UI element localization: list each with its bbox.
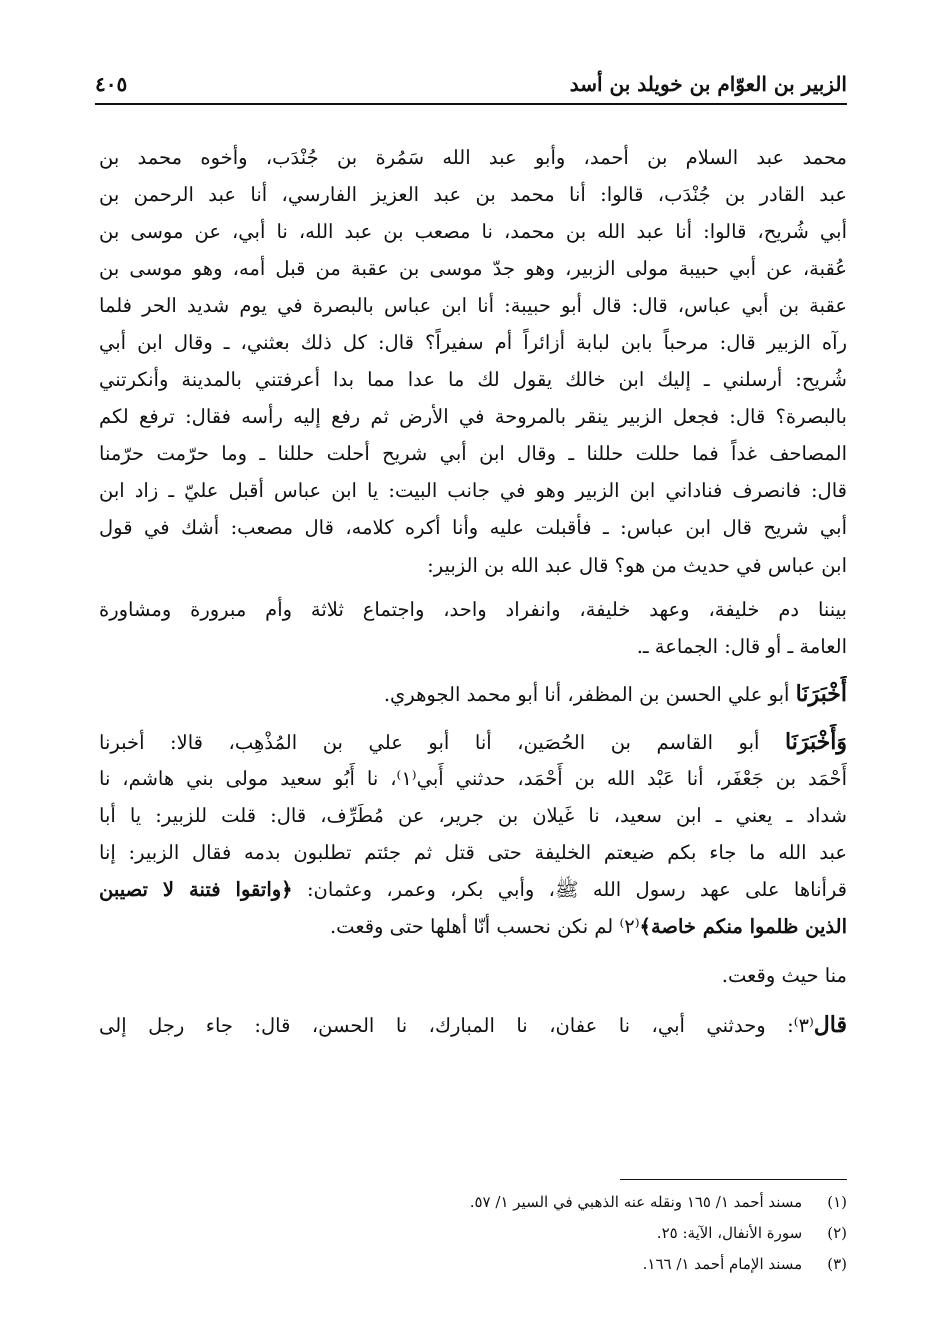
footnote-1 bbox=[470, 1190, 847, 1214]
text-line: رآه الزبير قال: مرحباً بابن لبابة أزائراً أم سفيراً؟ قال: كل ذلك بعثني، ـ وقال ابن أبي bbox=[99, 331, 847, 354]
text-line: منا حيث وقعت. bbox=[721, 964, 847, 987]
footnote-text: مسند أحمد ١/ ١٦٥ ونقله عنه الذهبي في السير ١/ ٥٧. bbox=[469, 1193, 803, 1211]
text-line bbox=[99, 1007, 847, 1043]
footnote-rule bbox=[620, 1179, 847, 1180]
text-line: أبي شُريح، قالوا: أنا عبد الله بن محمد، نا مصعب بن عبد الله، نا أبي، عن موسى بن bbox=[99, 220, 847, 243]
isnad-text: أبو علي الحسن بن المظفر، أنا أبو محمد الجوهري. bbox=[383, 683, 790, 706]
quran-verse-end: الذين ظلموا منكم خاصة﴾ bbox=[639, 915, 847, 938]
text-line: المصاحف غداً فما حللت حللنا ـ وقال ابن أبي شريح أحلت حللنا ـ وما حرّمت حرّمنا bbox=[99, 442, 847, 465]
text-line bbox=[99, 909, 847, 945]
text-line: شُريح: أرسلني ـ إليك ابن خالك يقول لك ما عدا مما بدا أعرفتني بالمدينة وأنكرتني bbox=[99, 368, 847, 391]
quran-verse-start: ﴿واتقوا فتنة لا تصيبن bbox=[99, 878, 293, 901]
text-line: عبد الله ما جاء بكم ضيعتم الخليفة حتى قتل ثم جئتم تطلبون بدمه فقال الزبير: إنا bbox=[99, 841, 847, 864]
text-line: عقبة بن أبي عباس، قال: قال أبو حبيبة: أنا ابن عباس بالبصرة في يوم شديد الحر فلما bbox=[99, 294, 847, 317]
page-number: ٤٠٥ bbox=[95, 72, 128, 96]
footnote-number: (٣) bbox=[827, 1255, 847, 1273]
isnad-text: أبو القاسم بن الحُصَين، أنا أبو علي بن المُذْهِب، قالا: أخبرنا bbox=[99, 731, 760, 754]
isnad-line bbox=[99, 724, 847, 760]
quote-line: بيننا دم خليفة، وعهد خليفة، وانفراد واحد، واجتماع ثلاثة وأم مبرورة ومشاورة bbox=[99, 598, 847, 621]
footnote-text: سورة الأنفال، الآية: ٢٥. bbox=[656, 1224, 803, 1242]
text-line: محمد عبد السلام بن أحمد، وأبو عبد الله سَمُرة بن جُنْدَب، وأخوه محمد بن bbox=[99, 146, 847, 169]
qala-lead: قال bbox=[813, 1012, 847, 1038]
text-line: شداد ـ يعني ـ ابن سعيد، نا غَيلان بن جرير، عن مُطَرِّف، قال: قلت للزبير: يا أبا bbox=[99, 804, 847, 827]
text-segment: لم نكن نحسب أنّا أهلها حتى وقعت. bbox=[329, 915, 614, 938]
footnote-3 bbox=[643, 1252, 847, 1276]
footnote-2 bbox=[657, 1221, 847, 1245]
running-title: الزبير بن العوّام بن خويلد بن أسد bbox=[569, 72, 847, 96]
quote-line: العامة ـ أو قال: الجماعة ـ. bbox=[636, 635, 847, 658]
header-rule bbox=[95, 103, 847, 105]
footnote-number: (٢) bbox=[827, 1224, 847, 1242]
text-line: عبد القادر بن جُنْدَب، قالوا: أنا محمد بن عبد العزيز الفارسي، أنا عبد الرحمن بن bbox=[99, 183, 847, 206]
page-header bbox=[95, 68, 847, 102]
text-line: عُقبة، عن أبي حبيبة مولى الزبير، وهو جدّ موسى بن عقبة من قبل أمه، وهو موسى بن bbox=[99, 257, 847, 280]
text-line: بالبصرة؟ قال: فجعل الزبير ينقر بالمروحة في الأرض ثم رفع إليه رأسه فقال: ترفع لكم bbox=[99, 405, 847, 428]
footnote-text: مسند الإمام أحمد ١/ ١٦٦. bbox=[642, 1255, 803, 1273]
text-segment: قرأناها على عهد رسول الله ﷺ، وأبي بكر، وعمر، وعثمان: bbox=[306, 878, 847, 901]
footnote-ref-3[interactable]: ⁽٣⁾ bbox=[793, 1014, 814, 1037]
akhbarana-lead: أَخْبَرَنَا bbox=[795, 681, 847, 707]
text-line: أَحْمَد بن جَعْفَر، أنا عَبْد الله بن أَحْمَد، حدثني أَبي⁽١⁾، نا أَبُو سعيد مولى بني هاشم، نا bbox=[99, 767, 847, 790]
footnote-ref-2[interactable]: ⁽٢⁾ bbox=[619, 915, 640, 938]
text-line: أبي شريح قال ابن عباس: ـ فأقبلت عليه وأنا أكره كلامه، قال مصعب: أشك في قول bbox=[99, 516, 847, 539]
footnote-number: (١) bbox=[827, 1193, 847, 1211]
isnad-line bbox=[99, 676, 847, 712]
wa-akhbarana-lead: وَأَخْبَرَنَا bbox=[785, 729, 847, 755]
text-segment: : وحدثني أبي، نا عفان، نا المبارك، نا الحسن، قال: جاء رجل إلى bbox=[99, 1014, 794, 1037]
text-line: قال: فانصرف فناداني ابن الزبير وهو في جانب البيت: يا ابن عباس أقبل عليّ ـ زاد ابن bbox=[99, 479, 847, 502]
text-line: ابن عباس في حديث من هو؟ قال عبد الله بن الزبير: bbox=[427, 554, 847, 577]
text-line bbox=[99, 872, 847, 908]
